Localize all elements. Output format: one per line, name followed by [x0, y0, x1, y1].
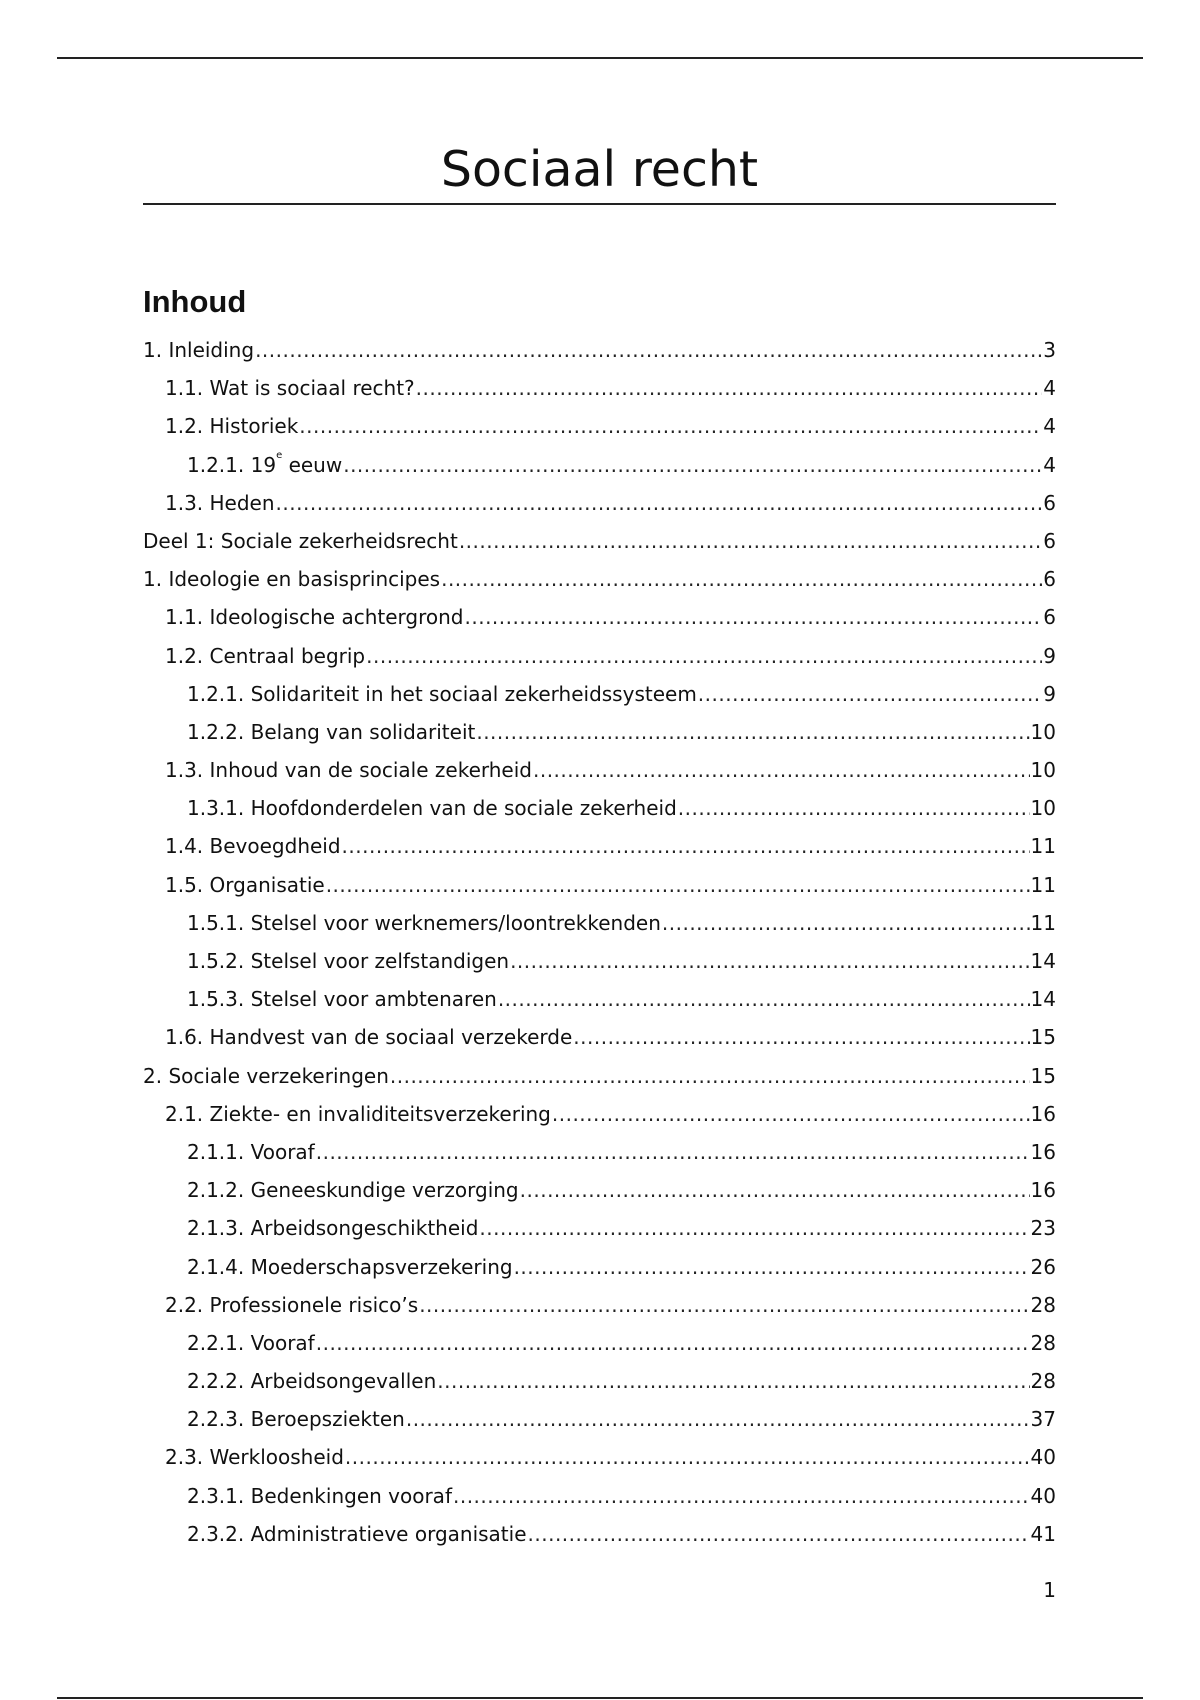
- toc-entry-label: [165, 487, 275, 519]
- toc-entry-label: [187, 1174, 519, 1206]
- toc-entry[interactable]: [143, 1060, 1056, 1098]
- toc-entry[interactable]: [143, 1327, 1056, 1365]
- toc-entry-label-text: 2.1.4. Moederschapsverzekering: [187, 1254, 513, 1279]
- toc-dot-leader: [342, 830, 1030, 862]
- toc-entry-page-number: 10: [1030, 719, 1056, 744]
- toc-entry[interactable]: [143, 1098, 1056, 1136]
- toc-entry[interactable]: [143, 525, 1056, 563]
- toc-entry-label-text: 2.2.3. Beroepsziekten: [187, 1407, 405, 1432]
- toc-entry[interactable]: [143, 792, 1056, 830]
- toc-entry-page-number: 41: [1030, 1521, 1056, 1546]
- toc-entry-label: [187, 1251, 513, 1283]
- toc-entry-page-number: 6: [1043, 528, 1056, 553]
- toc-entry-label-text: 1.2. Centraal begrip: [165, 643, 366, 668]
- toc-entry-label: [165, 1289, 418, 1321]
- toc-entry-page-number: 10: [1030, 758, 1056, 783]
- toc-entry-label-text: 1.3. Inhoud van de sociale zekerheid: [165, 758, 532, 783]
- toc-dot-leader: [419, 1289, 1029, 1321]
- toc-entry-page-number: 6: [1043, 567, 1056, 592]
- toc-entry[interactable]: [143, 563, 1056, 601]
- toc-entry[interactable]: [143, 487, 1056, 525]
- toc-entry-label-text: 1.5.3. Stelsel voor ambtenaren: [187, 987, 497, 1012]
- toc-entry-label: [187, 1365, 436, 1397]
- toc-dot-leader: [326, 869, 1030, 901]
- toc-entry-label-text: 2.3.1. Bedenkingen vooraf: [187, 1483, 452, 1508]
- toc-entry-page-number: 4: [1043, 376, 1056, 401]
- toc-entry[interactable]: [143, 1403, 1056, 1441]
- toc-entry-label-text: 2.1.2. Geneeskundige verzorging: [187, 1178, 519, 1203]
- toc-entry-label-text: 1.6. Handvest van de sociaal verzekerde: [165, 1025, 573, 1050]
- toc-entry-label-suffix: eeuw: [282, 452, 343, 477]
- toc-entry-page-number: 11: [1030, 834, 1056, 859]
- toc-entry[interactable]: [143, 372, 1056, 410]
- toc-dot-leader: [441, 563, 1042, 595]
- toc-entry-label-text: 2.1.1. Vooraf: [187, 1139, 315, 1164]
- toc-entry-label-text: 1.4. Bevoegdheid: [165, 834, 341, 859]
- toc-entry-page-number: 14: [1030, 949, 1056, 973]
- toc-entry-label-text: 1.5. Organisatie: [165, 872, 325, 897]
- toc-dot-leader: [255, 334, 1042, 366]
- title-underline: [143, 203, 1056, 205]
- toc-entry-label-text: 2.1. Ziekte- en invaliditeitsverzekering: [165, 1101, 551, 1126]
- toc-entry-page-number: 10: [1030, 796, 1056, 821]
- toc-entry-label-text: 1.2.1. Solidariteit in het sociaal zekerheidssysteem: [187, 681, 697, 706]
- toc-entry-page-number: 11: [1030, 910, 1056, 935]
- toc-entry-page-number: 28: [1030, 1292, 1056, 1317]
- toc-entry[interactable]: [143, 1289, 1056, 1327]
- toc-dot-leader: [345, 1441, 1030, 1473]
- toc-entry-page-number: 14: [1030, 987, 1056, 1012]
- toc-entry-page-number: 6: [1043, 490, 1056, 515]
- toc-entry-page-number: 9: [1043, 643, 1056, 668]
- toc-entry[interactable]: [143, 1251, 1056, 1289]
- toc-entry-label-text: 1.5.1. Stelsel voor werknemers/loontrekkenden: [187, 910, 661, 935]
- toc-entry-label: [165, 410, 298, 442]
- toc-entry-label: [165, 601, 464, 633]
- toc-dot-leader: [366, 640, 1042, 672]
- toc-entry[interactable]: [143, 1136, 1056, 1174]
- toc-entry-page-number: 37: [1030, 1407, 1056, 1432]
- toc-entry-label-text: 1.3. Heden: [165, 490, 275, 515]
- toc-dot-leader: [498, 983, 1030, 1015]
- toc-dot-leader: [390, 1060, 1030, 1092]
- toc-dot-leader: [520, 1174, 1030, 1206]
- toc-entry-page-number: 15: [1030, 1063, 1056, 1088]
- page-number: 1: [1043, 1578, 1056, 1602]
- toc-entry[interactable]: [143, 601, 1056, 639]
- toc-dot-leader: [552, 1098, 1030, 1130]
- toc-entry-label: [165, 869, 325, 901]
- toc-entry-label-text: 2.2. Professionele risico’s: [165, 1292, 419, 1317]
- toc-dot-leader: [479, 1212, 1029, 1244]
- toc-dot-leader: [533, 754, 1030, 786]
- toc-entry-label: [187, 1403, 405, 1435]
- toc-entry-label: [165, 640, 365, 672]
- toc-entry-page-number: 16: [1030, 1178, 1056, 1203]
- toc-dot-leader: [528, 1518, 1030, 1550]
- toc-entry-label: [187, 1480, 452, 1512]
- toc-entry-label: [187, 1518, 527, 1550]
- toc-dot-leader: [453, 1480, 1030, 1512]
- toc-entry-page-number: 40: [1030, 1483, 1056, 1508]
- toc-entry-page-number: 15: [1030, 1025, 1056, 1050]
- toc-entry-label-text: Deel 1: Sociale zekerheidsrecht: [143, 528, 458, 553]
- toc-entry-page-number: 3: [1043, 338, 1056, 362]
- toc-entry-page-number: 11: [1030, 872, 1056, 897]
- toc-entry[interactable]: [143, 830, 1056, 868]
- toc-entry[interactable]: [143, 1021, 1056, 1059]
- toc-entry-label: [143, 334, 254, 366]
- toc-entry-label-text: 1.2. Historiek: [165, 414, 299, 439]
- toc-entry-label: [187, 945, 509, 977]
- toc-dot-leader: [678, 792, 1030, 824]
- toc-entry-label-text: 2.2.1. Vooraf: [187, 1330, 315, 1355]
- toc-entry-page-number: 28: [1030, 1330, 1056, 1355]
- toc-entry[interactable]: [143, 869, 1056, 907]
- toc-entry[interactable]: [143, 640, 1056, 678]
- toc-dot-leader: [406, 1403, 1030, 1435]
- toc-entry-label: [165, 754, 532, 786]
- toc-entry-label-text: 1.2.1. 19: [187, 452, 277, 477]
- toc-dot-leader: [343, 449, 1042, 481]
- toc-dot-leader: [316, 1136, 1030, 1168]
- toc-dot-leader: [465, 601, 1043, 633]
- toc-entry-label: [165, 1021, 572, 1053]
- toc-entry-label-text: 2.2.2. Arbeidsongevallen: [187, 1369, 437, 1394]
- toc-entry[interactable]: [143, 449, 1056, 487]
- toc-entry[interactable]: [143, 678, 1056, 716]
- toc-entry-label-text: 1. Ideologie en basisprincipes: [143, 567, 441, 592]
- toc-entry-label: [165, 1441, 344, 1473]
- toc-entry-label-text: 1. Inleiding: [143, 338, 255, 362]
- toc-entry-label: [187, 1327, 315, 1359]
- toc-heading: Inhoud: [143, 284, 247, 319]
- toc-entry[interactable]: [143, 1518, 1056, 1556]
- toc-entry-page-number: 23: [1030, 1216, 1056, 1241]
- toc-entry-page-number: 4: [1043, 452, 1056, 477]
- toc-entry[interactable]: [143, 716, 1056, 754]
- toc-entry-label: [187, 449, 342, 481]
- toc-entry-page-number: 16: [1030, 1139, 1056, 1164]
- toc-entry-label: [143, 525, 458, 557]
- toc-entry-label-text: 1.5.2. Stelsel voor zelfstandigen: [187, 949, 510, 973]
- toc-entry-label: [143, 1060, 389, 1092]
- toc-entry-label-text: 2. Sociale verzekeringen: [143, 1063, 389, 1088]
- toc-dot-leader: [299, 410, 1042, 442]
- toc-dot-leader: [276, 487, 1043, 519]
- toc-entry-label-text: 2.3. Werkloosheid: [165, 1445, 344, 1470]
- toc-dot-leader: [698, 678, 1042, 710]
- toc-entry-label: [187, 678, 697, 710]
- toc-entry[interactable]: [143, 754, 1056, 792]
- toc-entry-page-number: 40: [1030, 1445, 1056, 1470]
- toc-entry[interactable]: [143, 410, 1056, 448]
- toc-dot-leader: [573, 1021, 1029, 1053]
- toc-dot-leader: [437, 1365, 1029, 1397]
- toc-entry-label: [187, 907, 661, 939]
- toc-entry-label-text: 2.3.2. Administratieve organisatie: [187, 1521, 527, 1546]
- toc-entry[interactable]: [143, 1174, 1056, 1212]
- toc-entry-page-number: 16: [1030, 1101, 1056, 1126]
- toc-entry-page-number: 9: [1043, 681, 1056, 706]
- toc-entry-label: [187, 792, 677, 824]
- toc-dot-leader: [476, 716, 1029, 748]
- toc-dot-leader: [510, 945, 1029, 977]
- toc-entry-label: [187, 1136, 315, 1168]
- document-title: Sociaal recht: [440, 141, 759, 198]
- toc-entry-page-number: 6: [1043, 605, 1056, 630]
- toc-entry[interactable]: [143, 334, 1056, 372]
- toc-entry[interactable]: [143, 1212, 1056, 1250]
- toc-entry[interactable]: [143, 983, 1056, 1021]
- toc-entry-label: [187, 983, 497, 1015]
- toc-dot-leader: [459, 525, 1042, 557]
- toc-entry-label-superscript: e: [276, 449, 283, 461]
- toc-entry-label-text: 1.1. Wat is sociaal recht?: [165, 376, 415, 401]
- toc-entry-label: [187, 716, 475, 748]
- toc-entry[interactable]: [143, 1365, 1056, 1403]
- toc-entry-label: [165, 830, 341, 862]
- toc-entry-label-text: 1.2.2. Belang van solidariteit: [187, 719, 476, 744]
- toc-entry[interactable]: [143, 1441, 1056, 1479]
- toc-entry[interactable]: [143, 1480, 1056, 1518]
- toc-entry-label: [187, 1212, 478, 1244]
- toc-entry-label-text: 2.1.3. Arbeidsongeschiktheid: [187, 1216, 479, 1241]
- header-rule: [57, 57, 1143, 59]
- toc-entry-label: [143, 563, 440, 595]
- toc-entry[interactable]: [143, 945, 1056, 983]
- toc-dot-leader: [662, 907, 1030, 939]
- toc-entry-label: [165, 372, 415, 404]
- toc-dot-leader: [316, 1327, 1030, 1359]
- toc-entry-page-number: 28: [1030, 1369, 1056, 1394]
- toc-entry-page-number: 26: [1030, 1254, 1056, 1279]
- toc-entry-label-text: 1.1. Ideologische achtergrond: [165, 605, 464, 630]
- toc-entry-label: [165, 1098, 551, 1130]
- toc-entry-page-number: 4: [1043, 414, 1056, 439]
- table-of-contents: [143, 334, 1056, 1556]
- toc-dot-leader: [416, 372, 1043, 404]
- footer-rule: [57, 1697, 1143, 1699]
- toc-entry-label-text: 1.3.1. Hoofdonderdelen van de sociale zekerheid: [187, 796, 677, 821]
- toc-dot-leader: [514, 1251, 1030, 1283]
- toc-entry[interactable]: [143, 907, 1056, 945]
